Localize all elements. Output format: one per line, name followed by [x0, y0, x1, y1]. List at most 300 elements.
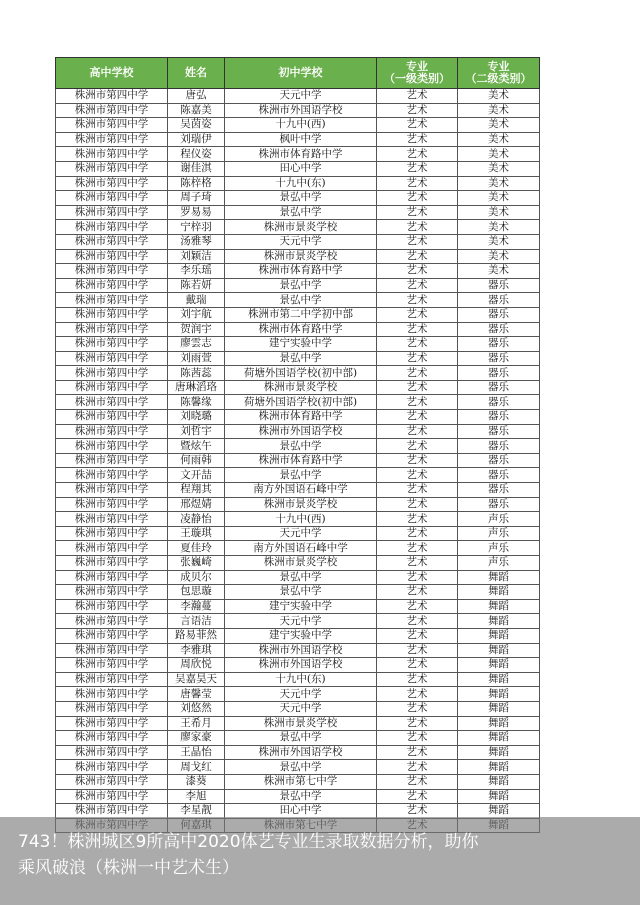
cell-middle-school: 景弘中学	[225, 570, 377, 585]
table-row	[56, 512, 540, 527]
cell-major-level2: 美术	[458, 191, 540, 206]
table-row	[56, 278, 540, 293]
table-row	[56, 395, 540, 410]
cell-middle-school: 建宁实验中学	[225, 599, 377, 614]
cell-middle-school: 株洲市景炎学校	[225, 220, 377, 235]
table-row	[56, 351, 540, 366]
cell-middle-school: 十九中(西)	[225, 512, 377, 527]
table-row	[56, 234, 540, 249]
cell-middle-school: 天元中学	[225, 614, 377, 629]
cell-middle-school: 株洲市外国语学校	[225, 658, 377, 673]
cell-major-level2: 器乐	[458, 497, 540, 512]
table-row	[56, 205, 540, 220]
article-caption	[0, 817, 640, 905]
cell-name: 唐弘	[168, 89, 225, 104]
cell-major-level1: 艺术	[377, 526, 458, 541]
cell-major-level1: 艺术	[377, 293, 458, 308]
cell-high-school: 株洲市第四中学	[56, 774, 168, 789]
cell-middle-school: 景弘中学	[225, 468, 377, 483]
cell-major-level2: 舞蹈	[458, 658, 540, 673]
table-row	[56, 643, 540, 658]
cell-major-level2: 器乐	[458, 395, 540, 410]
cell-high-school: 株洲市第四中学	[56, 672, 168, 687]
cell-middle-school: 株洲市第二中学初中部	[225, 307, 377, 322]
cell-major-level2: 舞蹈	[458, 687, 540, 702]
cell-high-school: 株洲市第四中学	[56, 585, 168, 600]
cell-name: 刘雨萱	[168, 351, 225, 366]
table-row	[56, 599, 540, 614]
table-row	[56, 89, 540, 104]
cell-high-school: 株洲市第四中学	[56, 760, 168, 775]
cell-major-level1: 艺术	[377, 439, 458, 454]
cell-middle-school: 田心中学	[225, 804, 377, 819]
cell-middle-school: 枫叶中学	[225, 132, 377, 147]
cell-high-school: 株洲市第四中学	[56, 220, 168, 235]
cell-major-level2: 舞蹈	[458, 745, 540, 760]
cell-high-school: 株洲市第四中学	[56, 161, 168, 176]
cell-high-school: 株洲市第四中学	[56, 541, 168, 556]
cell-name: 路易菲然	[168, 628, 225, 643]
cell-major-level2: 舞蹈	[458, 760, 540, 775]
cell-major-level2: 舞蹈	[458, 672, 540, 687]
cell-name: 凌静怡	[168, 512, 225, 527]
table-row	[56, 366, 540, 381]
cell-high-school: 株洲市第四中学	[56, 234, 168, 249]
cell-major-level2: 声乐	[458, 512, 540, 527]
table-row	[56, 672, 540, 687]
cell-middle-school: 株洲市第七中学	[225, 774, 377, 789]
cell-name: 刘瑞伊	[168, 132, 225, 147]
cell-middle-school: 南方外国语石峰中学	[225, 483, 377, 498]
cell-middle-school: 天元中学	[225, 234, 377, 249]
cell-major-level2: 美术	[458, 264, 540, 279]
cell-major-level2: 声乐	[458, 526, 540, 541]
cell-major-level2: 声乐	[458, 541, 540, 556]
cell-middle-school: 荷塘外国语学校(初中部)	[225, 366, 377, 381]
cell-middle-school: 荷塘外国语学校(初中部)	[225, 395, 377, 410]
cell-middle-school: 株洲市体育路中学	[225, 264, 377, 279]
cell-major-level2: 舞蹈	[458, 774, 540, 789]
cell-middle-school: 十九中(东)	[225, 672, 377, 687]
cell-high-school: 株洲市第四中学	[56, 789, 168, 804]
cell-middle-school: 十九中(西)	[225, 118, 377, 133]
cell-major-level2: 舞蹈	[458, 570, 540, 585]
cell-high-school: 株洲市第四中学	[56, 804, 168, 819]
cell-middle-school: 建宁实验中学	[225, 337, 377, 352]
cell-middle-school: 景弘中学	[225, 278, 377, 293]
cell-name: 李乐瑶	[168, 264, 225, 279]
header-high-school: 高中学校	[56, 58, 168, 89]
cell-middle-school: 株洲市体育路中学	[225, 147, 377, 162]
cell-major-level2: 舞蹈	[458, 731, 540, 746]
cell-middle-school: 景弘中学	[225, 293, 377, 308]
cell-high-school: 株洲市第四中学	[56, 643, 168, 658]
cell-high-school: 株洲市第四中学	[56, 512, 168, 527]
table-row	[56, 804, 540, 819]
cell-name: 王希月	[168, 716, 225, 731]
cell-high-school: 株洲市第四中学	[56, 351, 168, 366]
cell-name: 何雨韩	[168, 453, 225, 468]
table-row	[56, 264, 540, 279]
cell-major-level1: 艺术	[377, 789, 458, 804]
cell-high-school: 株洲市第四中学	[56, 132, 168, 147]
cell-high-school: 株洲市第四中学	[56, 614, 168, 629]
cell-middle-school: 建宁实验中学	[225, 628, 377, 643]
cell-major-level1: 艺术	[377, 380, 458, 395]
cell-middle-school: 天元中学	[225, 701, 377, 716]
cell-name: 周欣悦	[168, 658, 225, 673]
table-row	[56, 439, 540, 454]
cell-name: 陈嘉美	[168, 103, 225, 118]
cell-major-level1: 艺术	[377, 599, 458, 614]
cell-middle-school: 株洲市景炎学校	[225, 497, 377, 512]
cell-middle-school: 景弘中学	[225, 439, 377, 454]
cell-major-level1: 艺术	[377, 205, 458, 220]
cell-high-school: 株洲市第四中学	[56, 89, 168, 104]
cell-major-level2: 器乐	[458, 351, 540, 366]
cell-name: 刘宇航	[168, 307, 225, 322]
cell-major-level1: 艺术	[377, 322, 458, 337]
cell-high-school: 株洲市第四中学	[56, 526, 168, 541]
cell-major-level2: 器乐	[458, 278, 540, 293]
table-row	[56, 658, 540, 673]
cell-major-level1: 艺术	[377, 264, 458, 279]
table-row	[56, 789, 540, 804]
table-row	[56, 147, 540, 162]
cell-major-level1: 艺术	[377, 132, 458, 147]
cell-major-level2: 舞蹈	[458, 789, 540, 804]
cell-middle-school: 景弘中学	[225, 789, 377, 804]
cell-name: 周戈红	[168, 760, 225, 775]
cell-major-level2: 美术	[458, 147, 540, 162]
cell-high-school: 株洲市第四中学	[56, 453, 168, 468]
cell-major-level2: 舞蹈	[458, 599, 540, 614]
cell-middle-school: 景弘中学	[225, 731, 377, 746]
cell-high-school: 株洲市第四中学	[56, 687, 168, 702]
cell-name: 张巍崎	[168, 556, 225, 571]
cell-high-school: 株洲市第四中学	[56, 380, 168, 395]
cell-name: 李星靓	[168, 804, 225, 819]
cell-high-school: 株洲市第四中学	[56, 322, 168, 337]
table-row	[56, 132, 540, 147]
cell-major-level2: 器乐	[458, 366, 540, 381]
cell-high-school: 株洲市第四中学	[56, 249, 168, 264]
cell-name: 吴茵姿	[168, 118, 225, 133]
table-row	[56, 570, 540, 585]
cell-high-school: 株洲市第四中学	[56, 439, 168, 454]
table-row	[56, 483, 540, 498]
table-row	[56, 716, 540, 731]
cell-name: 漆葵	[168, 774, 225, 789]
cell-major-level2: 美术	[458, 220, 540, 235]
cell-major-level2: 舞蹈	[458, 614, 540, 629]
cell-name: 唐琳滔珞	[168, 380, 225, 395]
cell-major-level2: 美术	[458, 234, 540, 249]
admission-table-sheet	[55, 57, 539, 833]
cell-high-school: 株洲市第四中学	[56, 293, 168, 308]
cell-middle-school: 株洲市景炎学校	[225, 716, 377, 731]
cell-major-level2: 美术	[458, 161, 540, 176]
cell-name: 陈若妍	[168, 278, 225, 293]
cell-major-level2: 美术	[458, 103, 540, 118]
cell-major-level2: 器乐	[458, 322, 540, 337]
table-row	[56, 103, 540, 118]
cell-high-school: 株洲市第四中学	[56, 395, 168, 410]
cell-high-school: 株洲市第四中学	[56, 410, 168, 425]
cell-high-school: 株洲市第四中学	[56, 147, 168, 162]
table-row	[56, 468, 540, 483]
cell-high-school: 株洲市第四中学	[56, 205, 168, 220]
cell-middle-school: 株洲市景炎学校	[225, 556, 377, 571]
cell-major-level1: 艺术	[377, 468, 458, 483]
table-row	[56, 731, 540, 746]
table-row	[56, 380, 540, 395]
table-row	[56, 293, 540, 308]
cell-middle-school: 南方外国语石峰中学	[225, 541, 377, 556]
cell-major-level1: 艺术	[377, 658, 458, 673]
cell-middle-school: 景弘中学	[225, 191, 377, 206]
cell-name: 包思璇	[168, 585, 225, 600]
cell-major-level1: 艺术	[377, 453, 458, 468]
table-row	[56, 191, 540, 206]
cell-middle-school: 十九中(东)	[225, 176, 377, 191]
cell-middle-school: 株洲市体育路中学	[225, 322, 377, 337]
cell-middle-school: 株洲市外国语学校	[225, 643, 377, 658]
cell-major-level1: 艺术	[377, 176, 458, 191]
cell-middle-school: 株洲市外国语学校	[225, 424, 377, 439]
table-row	[56, 745, 540, 760]
cell-high-school: 株洲市第四中学	[56, 264, 168, 279]
cell-middle-school: 天元中学	[225, 526, 377, 541]
cell-high-school: 株洲市第四中学	[56, 103, 168, 118]
table-row	[56, 220, 540, 235]
cell-major-level1: 艺术	[377, 716, 458, 731]
cell-major-level1: 艺术	[377, 556, 458, 571]
cell-name: 王晶怡	[168, 745, 225, 760]
cell-major-level1: 艺术	[377, 672, 458, 687]
cell-high-school: 株洲市第四中学	[56, 628, 168, 643]
cell-major-level1: 艺术	[377, 731, 458, 746]
cell-middle-school: 田心中学	[225, 161, 377, 176]
cell-major-level2: 器乐	[458, 483, 540, 498]
cell-major-level1: 艺术	[377, 103, 458, 118]
cell-major-level1: 艺术	[377, 497, 458, 512]
caption-line-2: 乘风破浪（株洲一中艺术生）	[18, 858, 239, 878]
cell-name: 陈梓格	[168, 176, 225, 191]
table-row	[56, 410, 540, 425]
cell-major-level1: 艺术	[377, 628, 458, 643]
caption-line-1: 743！株洲城区9所高中2020体艺专业生录取数据分析，助你	[18, 832, 479, 852]
table-row	[56, 614, 540, 629]
cell-major-level2: 器乐	[458, 380, 540, 395]
table-row	[56, 176, 540, 191]
cell-major-level1: 艺术	[377, 701, 458, 716]
table-row	[56, 307, 540, 322]
cell-major-level2: 器乐	[458, 439, 540, 454]
cell-high-school: 株洲市第四中学	[56, 599, 168, 614]
table-row	[56, 424, 540, 439]
table-row	[56, 760, 540, 775]
cell-middle-school: 天元中学	[225, 89, 377, 104]
cell-major-level2: 声乐	[458, 556, 540, 571]
cell-major-level1: 艺术	[377, 614, 458, 629]
cell-major-level2: 器乐	[458, 410, 540, 425]
cell-high-school: 株洲市第四中学	[56, 658, 168, 673]
cell-name: 戴瑞	[168, 293, 225, 308]
cell-major-level1: 艺术	[377, 483, 458, 498]
cell-high-school: 株洲市第四中学	[56, 278, 168, 293]
cell-major-level2: 器乐	[458, 468, 540, 483]
table-row	[56, 585, 540, 600]
cell-major-level1: 艺术	[377, 643, 458, 658]
cell-major-level1: 艺术	[377, 161, 458, 176]
cell-high-school: 株洲市第四中学	[56, 483, 168, 498]
header-middle-school: 初中学校	[225, 58, 377, 89]
cell-high-school: 株洲市第四中学	[56, 497, 168, 512]
cell-major-level1: 艺术	[377, 512, 458, 527]
cell-name: 程翔其	[168, 483, 225, 498]
cell-middle-school: 天元中学	[225, 687, 377, 702]
cell-name: 罗易易	[168, 205, 225, 220]
cell-major-level1: 艺术	[377, 234, 458, 249]
table-row	[56, 687, 540, 702]
cell-name: 刘悠然	[168, 701, 225, 716]
cell-major-level1: 艺术	[377, 585, 458, 600]
cell-high-school: 株洲市第四中学	[56, 424, 168, 439]
cell-high-school: 株洲市第四中学	[56, 556, 168, 571]
cell-major-level2: 美术	[458, 205, 540, 220]
cell-high-school: 株洲市第四中学	[56, 118, 168, 133]
cell-high-school: 株洲市第四中学	[56, 745, 168, 760]
cell-middle-school: 景弘中学	[225, 351, 377, 366]
cell-high-school: 株洲市第四中学	[56, 468, 168, 483]
cell-name: 谢佳淇	[168, 161, 225, 176]
cell-high-school: 株洲市第四中学	[56, 701, 168, 716]
cell-major-level1: 艺术	[377, 687, 458, 702]
table-row	[56, 556, 540, 571]
cell-high-school: 株洲市第四中学	[56, 731, 168, 746]
cell-name: 贺润宇	[168, 322, 225, 337]
cell-major-level2: 器乐	[458, 424, 540, 439]
cell-major-level2: 器乐	[458, 453, 540, 468]
cell-major-level2: 舞蹈	[458, 804, 540, 819]
cell-major-level1: 艺术	[377, 745, 458, 760]
cell-major-level1: 艺术	[377, 191, 458, 206]
cell-major-level1: 艺术	[377, 804, 458, 819]
cell-major-level1: 艺术	[377, 118, 458, 133]
cell-middle-school: 景弘中学	[225, 585, 377, 600]
cell-name: 刘晓璐	[168, 410, 225, 425]
cell-middle-school: 景弘中学	[225, 760, 377, 775]
table-row	[56, 497, 540, 512]
cell-major-level2: 器乐	[458, 293, 540, 308]
cell-major-level2: 美术	[458, 249, 540, 264]
table-header-row	[56, 58, 540, 89]
cell-major-level2: 美术	[458, 132, 540, 147]
cell-name: 唐馨莹	[168, 687, 225, 702]
cell-major-level1: 艺术	[377, 307, 458, 322]
cell-high-school: 株洲市第四中学	[56, 337, 168, 352]
cell-name: 言语洁	[168, 614, 225, 629]
header-major-level2: 专业 （二级类别）	[458, 58, 540, 89]
cell-major-level1: 艺术	[377, 337, 458, 352]
cell-name: 周子琦	[168, 191, 225, 206]
cell-middle-school: 株洲市体育路中学	[225, 453, 377, 468]
cell-major-level2: 美术	[458, 118, 540, 133]
table-row	[56, 161, 540, 176]
cell-major-level2: 舞蹈	[458, 585, 540, 600]
cell-major-level1: 艺术	[377, 366, 458, 381]
cell-name: 李旭	[168, 789, 225, 804]
cell-major-level1: 艺术	[377, 570, 458, 585]
table-row	[56, 337, 540, 352]
table-row	[56, 701, 540, 716]
cell-middle-school: 景弘中学	[225, 205, 377, 220]
cell-middle-school: 株洲市景炎学校	[225, 380, 377, 395]
cell-high-school: 株洲市第四中学	[56, 307, 168, 322]
cell-name: 成贝尔	[168, 570, 225, 585]
cell-major-level1: 艺术	[377, 278, 458, 293]
cell-name: 汤雅琴	[168, 234, 225, 249]
cell-major-level2: 舞蹈	[458, 716, 540, 731]
cell-major-level1: 艺术	[377, 147, 458, 162]
cell-major-level1: 艺术	[377, 220, 458, 235]
header-major-level1: 专业 （一级类别）	[377, 58, 458, 89]
table-row	[56, 628, 540, 643]
cell-name: 陈茜蕊	[168, 366, 225, 381]
cell-major-level2: 舞蹈	[458, 643, 540, 658]
cell-name: 夏佳玲	[168, 541, 225, 556]
cell-major-level1: 艺术	[377, 424, 458, 439]
cell-name: 廖家豪	[168, 731, 225, 746]
table-row	[56, 774, 540, 789]
cell-name: 王璇琪	[168, 526, 225, 541]
cell-major-level2: 美术	[458, 89, 540, 104]
cell-middle-school: 株洲市景炎学校	[225, 249, 377, 264]
cell-name: 程仪姿	[168, 147, 225, 162]
cell-name: 吴嘉昊天	[168, 672, 225, 687]
cell-major-level2: 舞蹈	[458, 628, 540, 643]
admission-table	[55, 57, 540, 833]
cell-name: 陈馨缘	[168, 395, 225, 410]
cell-major-level1: 艺术	[377, 395, 458, 410]
cell-high-school: 株洲市第四中学	[56, 366, 168, 381]
cell-major-level1: 艺术	[377, 410, 458, 425]
cell-high-school: 株洲市第四中学	[56, 716, 168, 731]
cell-major-level2: 器乐	[458, 337, 540, 352]
cell-name: 刘颖洁	[168, 249, 225, 264]
cell-name: 刘哲宇	[168, 424, 225, 439]
table-row	[56, 453, 540, 468]
table-row	[56, 526, 540, 541]
cell-middle-school: 株洲市外国语学校	[225, 745, 377, 760]
cell-high-school: 株洲市第四中学	[56, 191, 168, 206]
cell-major-level2: 舞蹈	[458, 701, 540, 716]
table-row	[56, 541, 540, 556]
cell-name: 李雅琪	[168, 643, 225, 658]
cell-major-level1: 艺术	[377, 760, 458, 775]
cell-major-level2: 美术	[458, 176, 540, 191]
cell-major-level2: 器乐	[458, 307, 540, 322]
table-row	[56, 322, 540, 337]
cell-name: 文开喆	[168, 468, 225, 483]
cell-major-level1: 艺术	[377, 351, 458, 366]
cell-major-level1: 艺术	[377, 541, 458, 556]
cell-high-school: 株洲市第四中学	[56, 570, 168, 585]
cell-high-school: 株洲市第四中学	[56, 176, 168, 191]
cell-name: 邢煜婧	[168, 497, 225, 512]
header-name: 姓名	[168, 58, 225, 89]
